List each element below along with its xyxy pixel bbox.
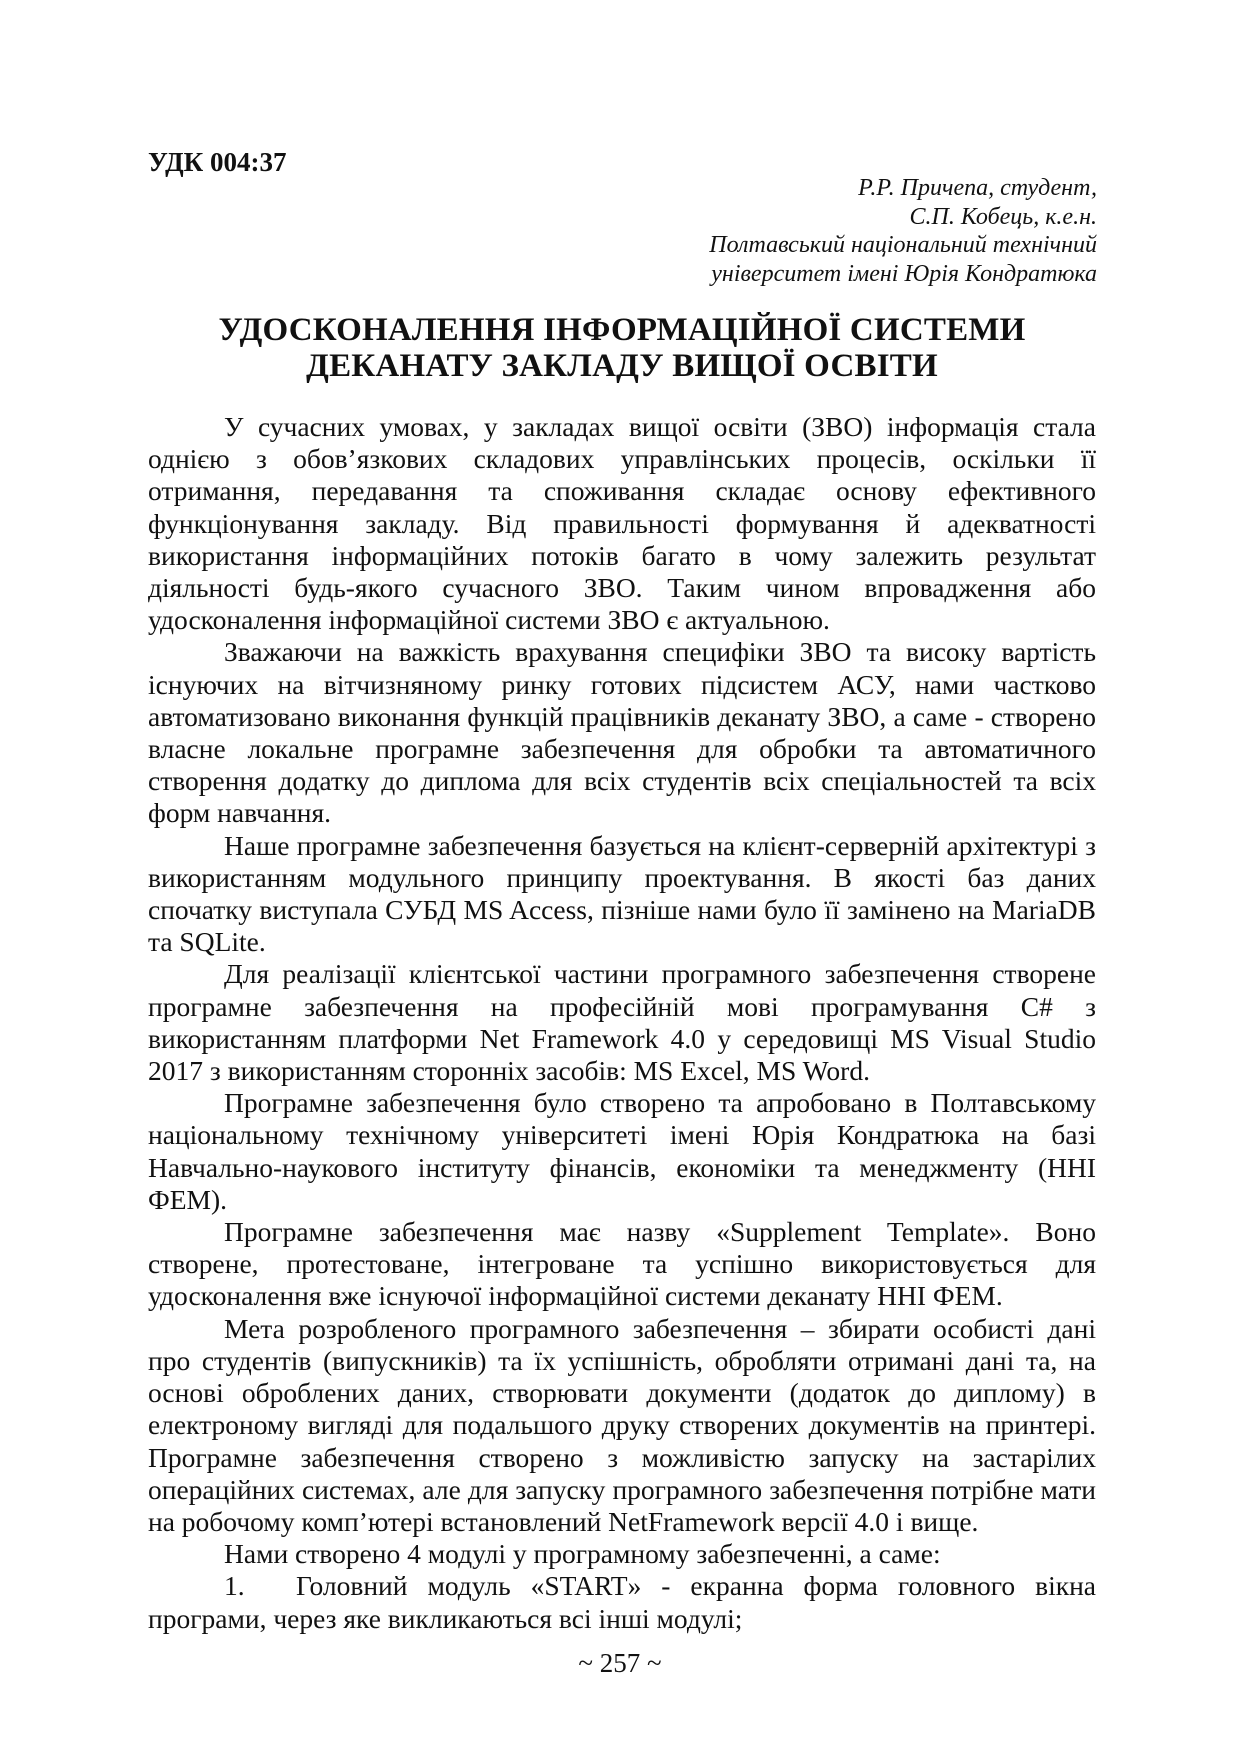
author-line: С.П. Кобець, к.е.н. xyxy=(909,203,1097,230)
list-item-number: 1. xyxy=(224,1570,245,1602)
author-block xyxy=(577,174,1097,288)
paragraph: Програмне забезпечення було створено та апробовано в Полтавському національному технічному університеті імені Юрія Кондратюка на базі Навчально-наукового інституту фінансів, економіки та менеджменту (ННІ ФЕМ). xyxy=(148,1087,1096,1215)
udk-code: УДК 004:37 xyxy=(148,147,287,177)
title-line: УДОСКОНАЛЕННЯ ІНФОРМАЦІЙНОЇ СИСТЕМИ xyxy=(218,312,1026,348)
title-line: ДЕКАНАТУ ЗАКЛАДУ ВИЩОЇ ОСВІТИ xyxy=(306,348,938,384)
paragraph: Нами створено 4 модулі у програмному забезпеченні, а саме: xyxy=(224,1538,941,1570)
list-item-text: Головний модуль «START» - екранна форма головного вікна програми, через яке викликаються всі інші модулі; xyxy=(148,1570,1096,1634)
paragraph: Зважаючи на важкість врахування специфіки ЗВО та високу вартість існуючих на вітчизняному ринку готових підсистем АСУ, нами частково автоматизовано виконання функцій працівників деканату ЗВО, а саме - створено власне локальне програмне забезпечення для обробки та автоматичного створення додатку до диплома для всіх студентів всіх спеціальностей та всіх форм навчання. xyxy=(148,636,1096,829)
list-item xyxy=(148,1570,1096,1634)
paragraph: Для реалізації клієнтської частини програмного забезпечення створене програмне забезпечення на професійній мові програмування C# з використанням платформи Net Framework 4.0 у середовищі MS Visual Studio 2017 з використанням сторонніх засобів: MS Excel, MS Word. xyxy=(148,958,1096,1087)
body-text xyxy=(148,411,1096,1635)
affiliation-line: університет імені Юрія Кондратюка xyxy=(711,260,1097,287)
affiliation-line: Полтавський національний технічний xyxy=(709,232,1097,258)
paragraph: Наше програмне забезпечення базується на клієнт-серверній архітектурі з використанням модульного принципу проектування. В якості баз даних спочатку виступала СУБД MS Access, пізніше нами було її замінено на MariaDB та SQLite. xyxy=(148,829,1096,958)
page-number: ~ 257 ~ xyxy=(578,1648,662,1678)
paper-title xyxy=(148,312,1096,384)
author-line: Р.Р. Причепа, студент, xyxy=(858,175,1097,201)
paragraph: Програмне забезпечення має назву «Supplement Template». Воно створене, протестоване, інтегроване та успішно використовується для удосконалення вже існуючої інформаційної системи деканату ННІ ФЕМ. xyxy=(148,1216,1096,1312)
paragraph: У сучасних умовах, у закладах вищої освіти (ЗВО) інформація стала однією з обов’язкових складових управлінських процесів, оскільки її отримання, передавання та споживання складає основу ефективного функціонування закладу. Від правильності формування й адекватності використання інформаційних потоків багато в чому залежить результат діяльності будь-якого сучасного ЗВО. Таким чином впровадження або удосконалення інформаційної системи ЗВО є актуальною. xyxy=(148,411,1096,636)
paragraph: Мета розробленого програмного забезпечення – збирати особисті дані про студентів (випускників) та їх успішність, обробляти отримані дані та, на основі оброблених даних, створювати документи (додаток до диплому) в електроному вигляді для подальшого друку створених документів на принтері. Програмне забезпечення створено з можливістю запуску на застарілих операційних системах, але для запуску програмного забезпечення потрібне мати на робочому комп’ютері встановлений NetFramework версії 4.0 і вище. xyxy=(148,1312,1096,1537)
